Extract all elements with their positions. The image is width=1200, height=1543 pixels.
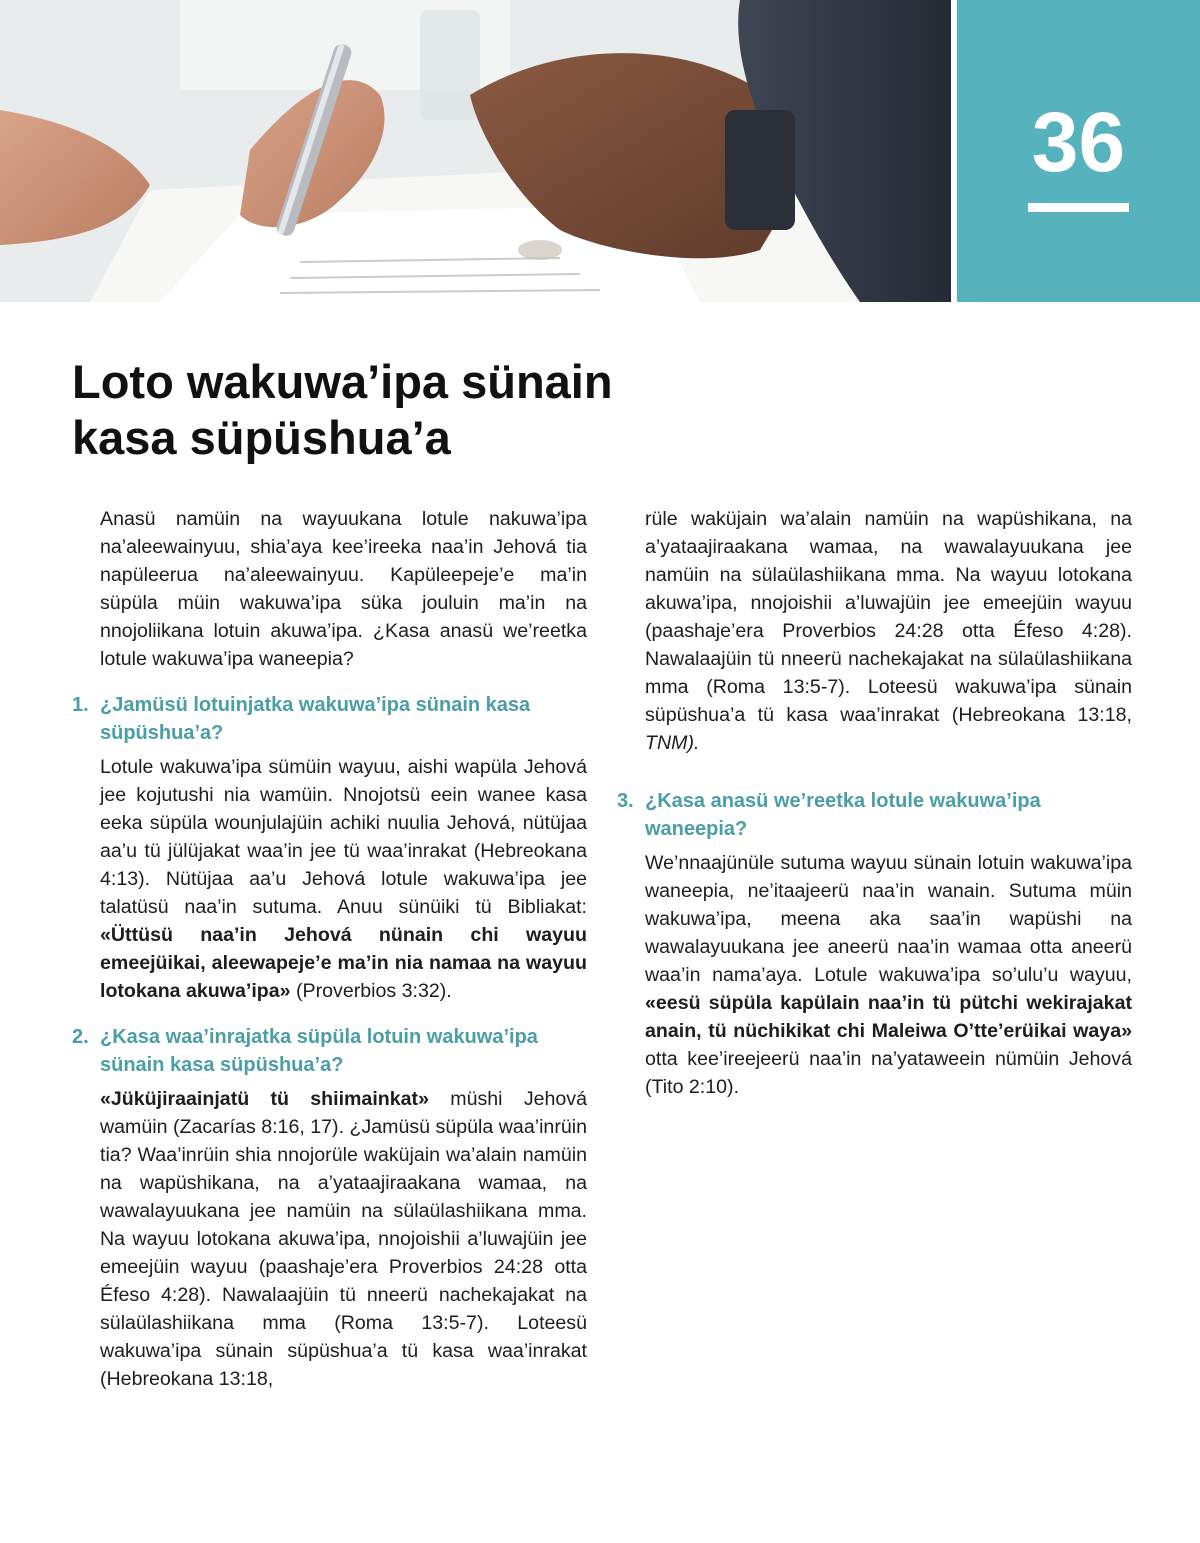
question-2: [72, 1023, 587, 1079]
title-line-1: Loto wakuwa’ipa sünain: [72, 355, 613, 408]
question-3-number: 3.: [617, 790, 634, 812]
intro-paragraph: Anasü namüin na wayuukana lotule nakuwa’ipa na’aleewainyuu, shia’aya kee’ireeka naa’in Jehová tia napüleerua na’aleewainyuu. Kapüleepeje’e ma’in süpüla müin wakuwa’ipa süka jouluin ma’in na nnojoliikana lotuin akuwa’ipa. ¿Kasa anasü we’reetka lotule wakuwa’ipa waneepia?: [100, 508, 587, 670]
answer-3-ending: otta kee’ireejeerü naa’in na’yataweein nümüin Jehová (Tito 2:10).: [645, 1048, 1132, 1098]
question-1-number: 1.: [72, 694, 89, 716]
question-1: [72, 691, 587, 747]
answer-2-quote: «Jüküjiraainjatü tü shiimainkat»: [100, 1088, 429, 1110]
answer-2-paragraph: [72, 1085, 587, 1390]
right-column: [617, 505, 1132, 1101]
lesson-number-box: [957, 0, 1200, 302]
answer-2-source: TNM).: [645, 732, 700, 754]
header-photo-handshake-signing: [0, 0, 951, 302]
title-line-2: kasa süpüshua’a: [72, 411, 451, 464]
photo-illustration: [0, 0, 951, 302]
answer-2-body: rüle waküjain wa’alain namüin na wapüshikana, na a’yataajiraakana wamaa, na wawalayuukana jee namüin na sülaülashiikana mma. Na wayuu lotokana akuwa’ipa, nnojoishii a’luwajüin jee emeejüin wayuu (paashaje’era Proverbios 24:28 otta Éfeso 4:28). Nawalaajüin tü nneerü nachekajakat na sülaülashiikana mma (Roma 13:5-7). Loteesü wakuwa’ipa sünain süpüshua’a tü kasa waa’inrakat (Hebreokana 13:18,: [645, 508, 1132, 726]
answer-1-paragraph: [72, 753, 587, 1005]
answer-2-text: müshi Jehová wamüin (Zacarías 8:16, 17). ¿Jamüsü süpüla waa’inrüin tia? Waa’inrüin shia nnojorüle waküjain wa’alain namüin na wapüshikana, na a’yataajiraakana wamaa, na wawalayuukana jee namüin na sülaülashiikana mma. Na wayuu lotokana akuwa’ipa, nnojoishii a’luwajüin jee emeejüin wayuu (paashaje’era Proverbios 24:28 otta Éfeso 4:28). Nawalaajüin tü nneerü nachekajakat na sülaülashiikana mma (Roma 13:5-7). Loteesü wakuwa’ipa sünain süpüshua’a tü kasa waa’inrakat (Hebreokana 13:18,: [100, 1088, 587, 1390]
question-2-text: ¿Kasa waa’inrajatka süpüla lotuin wakuwa’ipa sünain kasa süpüshua’a?: [100, 1026, 538, 1076]
answer-2-continued: [617, 505, 1132, 757]
question-1-text: ¿Jamüsü lotuinjatka wakuwa’ipa sünain kasa süpüshua’a?: [100, 694, 531, 744]
question-3: [617, 787, 1132, 843]
answer-3-paragraph: [617, 849, 1132, 1101]
answer-1-quote: «Üttüsü naa’in Jehová nünain chi wayuu emeejüikai, aleewapeje’e ma’in nia namaa na wayuu lotokana akuwa’ipa»: [100, 924, 587, 1002]
answer-1-text: Lotule wakuwa’ipa sümüin wayuu, aishi wapüla Jehová jee kojutushi nia wamüin. Nnojotsü eein wanee kasa eeka süpüla wounjulajüin achiki nuulia Jehová, nütüjaa aa’u tü jülüjakat waa’in jee tü waa’inrakat (Hebreokana 4:13). Nütüjaa aa’u Jehová lotule wakuwa’ipa jee talatüsü naa’in sutuma. Anuu sünüiki tü Bibliakat:: [100, 756, 587, 918]
question-3-text: ¿Kasa anasü we’reetka lotule wakuwa’ipa waneepia?: [645, 790, 1041, 840]
lesson-number-underline: [1028, 203, 1129, 212]
answer-3-quote: «eesü süpüla kapülain naa’in tü pütchi wekirajakat anain, tü nüchikikat chi Maleiwa O’tte’erüikai waya»: [645, 992, 1132, 1042]
question-2-number: 2.: [72, 1026, 89, 1048]
left-column: [72, 505, 587, 1390]
page-title: [72, 354, 772, 466]
lesson-number: 36: [1031, 95, 1126, 189]
answer-3-text: We’nnaajünüle sutuma wayuu sünain lotuin wakuwa’ipa waneepia, ne’itaajeerü naa’in wanain. Sutuma müin wakuwa’ipa, meena aka saa’in wapüshi na wawalayuukana jee aneerü naa’in wamaa otta aneerü waa’in nama’aya. Lotule wakuwa’ipa so’ulu’u wayuu,: [645, 852, 1132, 986]
answer-1-citation: (Proverbios 3:32).: [290, 980, 452, 1002]
